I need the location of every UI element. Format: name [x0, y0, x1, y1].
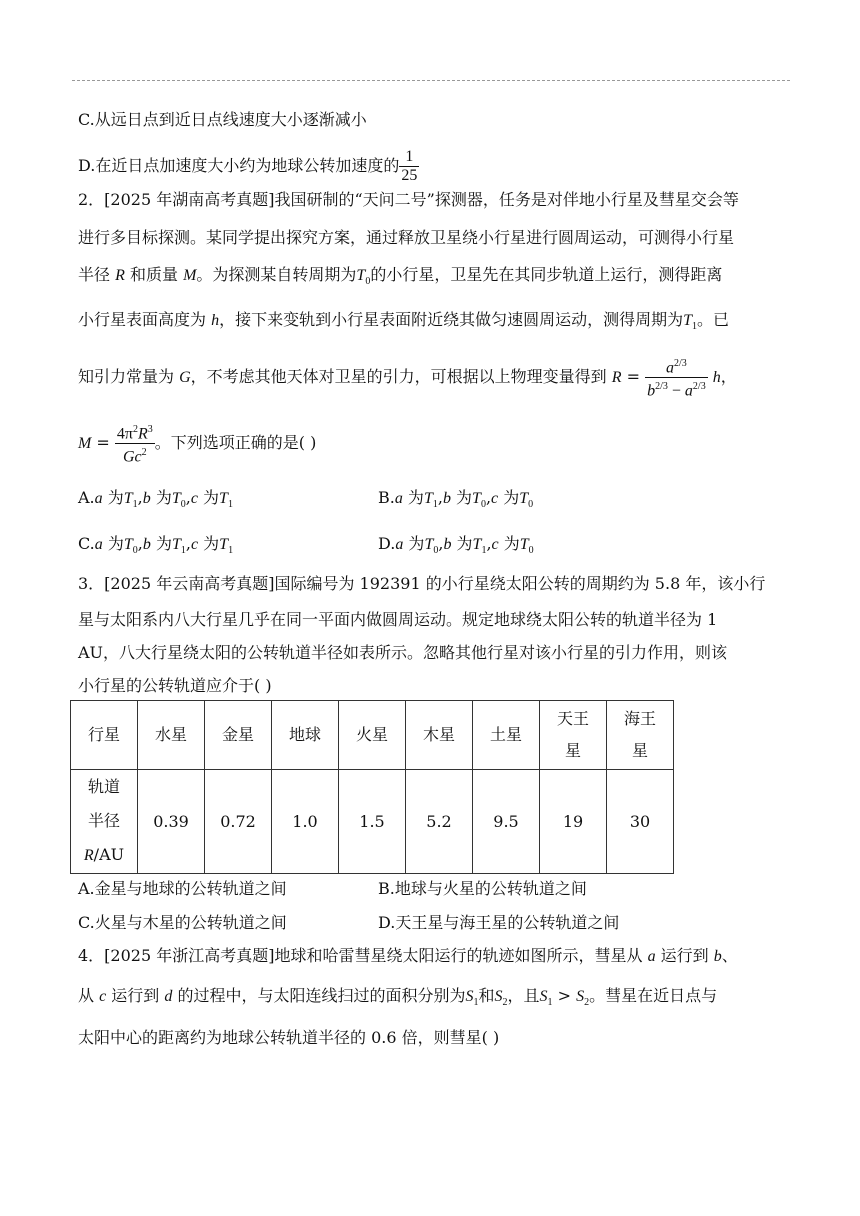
- table-planet-mercury: 水星: [138, 701, 205, 770]
- table-cell: 1.5: [339, 770, 406, 874]
- table-cell: 0.72: [205, 770, 272, 874]
- q2-option-a: A.a 为$T_1,b$ 为$T_0,c$ 为$T_1$: [78, 488, 233, 511]
- q3-line-4: 小行星的公转轨道应介于( ): [78, 676, 272, 695]
- table-cell: 19: [540, 770, 607, 874]
- header-divider: [72, 80, 790, 81]
- table-value-row: [71, 770, 674, 874]
- table-planet-jupiter: 木星: [406, 701, 473, 770]
- q1-option-d: [78, 144, 790, 188]
- table-cell: 30: [607, 770, 674, 874]
- q3-option-c: C.火星与木星的公转轨道之间: [78, 913, 287, 932]
- q2-line-2: 进行多目标探测。某同学提出探究方案，通过释放卫星绕小行星进行圆周运动，可测得小行星: [78, 228, 735, 247]
- q3-line-3: AU，八大行星绕太阳的公转轨道半径如表所示。忽略其他行星对该小行星的引力作用，则该: [78, 643, 728, 662]
- table-planet-neptune: 海王 星: [607, 701, 674, 770]
- table-cell: 0.39: [138, 770, 205, 874]
- q4-line-3: 太阳中心的距离约为地球公转轨道半径的 0.6 倍，则彗星( ): [78, 1028, 500, 1047]
- q4-line-1: 4．[2025 年浙江高考真题]地球和哈雷彗星绕太阳运行的轨迹如图所示，彗星从 a 运行到 b、: [78, 946, 738, 965]
- table-row-label: 轨道 半径 R/AU: [71, 770, 138, 874]
- q1-option-d-text: D.在近日点加速度大小约为地球公转加速度的: [78, 156, 400, 175]
- q3-option-d: D.天王星与海王星的公转轨道之间: [378, 913, 620, 932]
- q2-option-b: B.a 为$T_1,b$ 为$T_0,c$ 为$T_0$: [378, 488, 534, 511]
- q2-option-c: C.a 为$T_0,b$ 为$T_1,c$ 为$T_1$: [78, 534, 234, 557]
- q4-line-2: 从 c 运行到 d 的过程中，与太阳连线扫过的面积分别为$S_1$和$S_2$，且$S_1 > S_2$。彗星在近日点与: [78, 986, 718, 1009]
- formula-r-fraction: $\frac{a^{2/3}}{b^{2/3} - a^{2/3}}$: [645, 355, 708, 401]
- q3-line-1: 3．[2025 年云南高考真题]国际编号为 192391 的小行星绕太阳公转的周期约为 5.8 年，该小行: [78, 574, 766, 593]
- q1-option-c: C.从远日点到近日点线速度大小逐渐减小: [78, 110, 367, 129]
- q2-line-5: 知引力常量为 G，不考虑其他天体对卫星的引力，可根据以上物理变量得到 R = $\frac{a^{2/3}}{b^{2/3} - a^{2/3}}$ h，: [78, 352, 790, 403]
- q2-line-4: 小行星表面高度为 h，接下来变轨到小行星表面附近绕其做匀速圆周运动，测得周期为$T_1$。已: [78, 310, 730, 333]
- q2-line-1: 2．[2025 年湖南高考真题]我国研制的“天问二号”探测器，任务是对伴地小行星及彗星交会等: [78, 190, 739, 209]
- q2-line-3: 半径 R 和质量 M。为探测某自转周期为$T_0$的小行星，卫星先在其同步轨道上运行，测得距离: [78, 265, 723, 288]
- table-cell: 5.2: [406, 770, 473, 874]
- fraction-1-25: $\frac{1}{25}$: [401, 148, 418, 184]
- q3-option-b: B.地球与火星的公转轨道之间: [378, 879, 587, 898]
- q3-line-2: 星与太阳系内八大行星几乎在同一平面内做圆周运动。规定地球绕太阳公转的轨道半径为 1: [78, 610, 718, 629]
- q3-option-a: A.金星与地球的公转轨道之间: [78, 879, 287, 898]
- table-header-row: [71, 701, 674, 770]
- table-planet-earth: 地球: [272, 701, 339, 770]
- q2-line-6: M = $\frac{4\pi^2R^3}{Gc^2}$ 。下列选项正确的是( ): [78, 418, 790, 469]
- table-cell: 1.0: [272, 770, 339, 874]
- table-planet-mars: 火星: [339, 701, 406, 770]
- table-planet-venus: 金星: [205, 701, 272, 770]
- table-planet-uranus: 天王 星: [540, 701, 607, 770]
- table-cell: 9.5: [473, 770, 540, 874]
- orbit-radius-table: [70, 700, 674, 874]
- table-header-label: 行星: [71, 701, 138, 770]
- q2-option-d: D.a 为$T_0,b$ 为$T_1,c$ 为$T_0$: [378, 534, 534, 557]
- formula-m-fraction: $\frac{4\pi^2R^3}{Gc^2}$: [115, 421, 155, 467]
- table-planet-saturn: 土星: [473, 701, 540, 770]
